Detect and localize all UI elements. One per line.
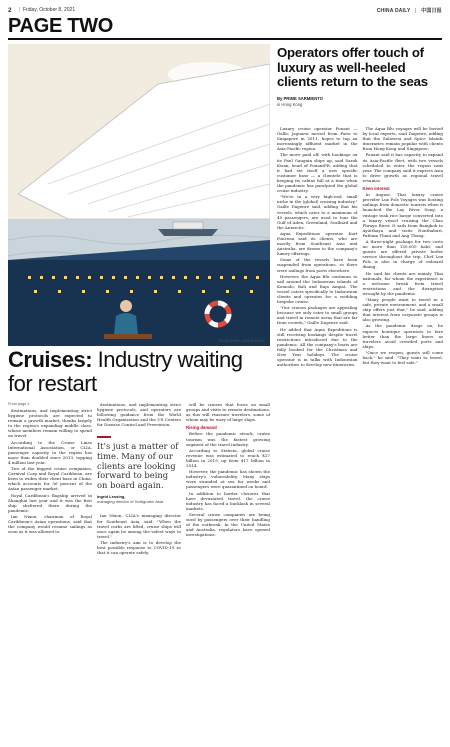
issue-date: Friday, October 8, 2021 bbox=[22, 7, 76, 13]
paragraph: Several cruise companies are being sued by passengers over their handling of the outbreak. In the United States and Australia, regulators have opened investigations. bbox=[186, 511, 270, 538]
paragraph: Aqua Expeditions operator Kurt Ponceau said its clients, who are mostly from Southeast Asia and Australia, are drawn to the company's luxury offerings. bbox=[277, 230, 358, 257]
paragraph: will be cruises that focus on small groups and visits to remote destinations, as this will reassure travelers, some of whom may be wary of large ships. bbox=[186, 402, 270, 423]
paragraph: According to the Cruise Lines International Association, or CLIA, passenger capacity in the region has more than doubled since 2013, topping 4 million last year. bbox=[8, 439, 92, 465]
main-headline bbox=[8, 348, 270, 396]
main-story-body bbox=[8, 402, 270, 742]
pull-quote-text: It's just a matter of time. Many of our clients are looking forward to being on board again. bbox=[97, 436, 181, 490]
paragraph: The industry's aim is to develop the best possible response to COVID-19 so that it can operate safely. bbox=[97, 539, 181, 556]
paragraph: "Once we reopen, guests will come back," he said. "They want to travel, but they want to feel safe." bbox=[362, 349, 443, 366]
paper-name bbox=[377, 7, 442, 14]
paragraph: Ian Nixon, CLIA's managing director for Southeast Asia, said: "When the travel curbs are lifted, cruise ships will once again be among the safest ways to travel." bbox=[97, 513, 181, 539]
paragraph: Ian Nixon, chairman of Royal Caribbean's Asian operations, said that the company would resume sailings as soon as it was allowed to. bbox=[8, 513, 92, 535]
masthead-divider: | bbox=[414, 7, 417, 14]
pull-quote bbox=[97, 433, 181, 507]
paragraph: He said his clients are mainly Thai nationals, for whom the experience is a welcome break from travel restrictions and the disruption wrought by the pandemic. bbox=[362, 270, 443, 296]
paragraph: Some of the vessels have been suspended from operations, so there were sailings from ports elsewhere. bbox=[277, 257, 358, 273]
section-title: PAGE TWO bbox=[8, 15, 114, 37]
subhead: Keen interest bbox=[362, 186, 390, 192]
byline-location: in Hong Kong bbox=[277, 101, 303, 107]
paragraph: The move paid off, with bookings on its Paul Gauguin ships up, said Sarah Kwan, head of PonantPR, adding that it had set itself a new specific customer base — a clientele that is keeping its cabins full at a time when the pandemic has paralyzed the global cruise industry. bbox=[277, 152, 358, 194]
byline bbox=[277, 96, 443, 107]
paragraph: "Many people want to travel in a safe, private environment, and a small ship offers just that," he said, adding that interest from corporate groups is also growing. bbox=[362, 297, 443, 323]
paragraph: destinations, and implementing strict hygiene protocols are expected to remain a growth market, thanks largely to the region's expanding middle class, whose members remain willing to spend on travel. bbox=[8, 408, 92, 439]
secondary-story-header bbox=[277, 46, 443, 107]
paragraph: Before the pandemic struck, cruise tourism was the fastest growing segment of the travel industry. bbox=[186, 431, 270, 447]
paragraph: In August, Thai luxury cruise provider Lux Pols Voyages was hosting sailings from domestic tourists when it launched the Lay River Song, a vintage teak rice barge converted into a luxury vessel cruising the Chao Phraya River. It sails from Bangkok to Ayutthaya and visits Nonthaburi, Pathum Thani and Ang Thong. bbox=[362, 192, 443, 238]
page-number: 2 bbox=[8, 6, 12, 14]
paragraph: Royal Caribbean's flagship arrived in Shanghai last year and it was the first ship sheltered there during the pandemic. bbox=[8, 492, 92, 513]
paragraph: destinations, and implementing strict hygiene protocols, and operators are following guidance from the World Health Organization and the US Centers for Disease Control and Prevention. bbox=[97, 402, 181, 428]
paragraph: "We're in a very high-end, small niche in the (global) cruising industry," Gaille Dagenre said, adding that his vessels, which cater to a maximum of 40 passengers, are used to tour the Gulf of Aden, Greenland, Svalbard and the Antarctic. bbox=[277, 194, 358, 230]
main-story-column bbox=[8, 402, 92, 742]
cruise-illustration bbox=[8, 44, 270, 346]
jump-line: From page 1 bbox=[8, 402, 30, 406]
paragraph: Luxury cruise operator Ponant — Gallic Jaguarsi moved from Paris to Singapore in 2011, hopes to tap an increasingly affluent market in the Asia-Pacific region. bbox=[277, 126, 358, 152]
pull-quote-name: Ingrid Lessing, bbox=[97, 494, 126, 500]
paragraph: He added that Aqua Expeditions is still receiving bookings despite travel restrictions introduced due to the pandemic. All the company's boats are fully booked for the Christmas and New Year holidays. The cruise operator is in talks with Indonesian authorities to develop new itineraries. bbox=[277, 326, 358, 368]
paragraph: "Our cruises packages are appealing because we only cater to small groups and travel in remote areas that are far from crowds," Gaille Dagenre said. bbox=[277, 305, 358, 326]
headline-rest: Industry waiting for restart bbox=[8, 347, 243, 396]
paper-name-chinese: 中国日报 bbox=[421, 7, 442, 14]
secondary-story-column bbox=[363, 126, 444, 742]
paragraph: According to Statista, global cruise revenue was estimated to reach $27 billion in 2019, up from $17 billion in 2014. bbox=[186, 447, 270, 469]
main-story-column bbox=[186, 402, 270, 742]
secondary-story-column bbox=[277, 126, 358, 742]
section-rule bbox=[8, 38, 442, 40]
paragraph: However, the pandemic has shown the industry's vulnerability. Many ships were stranded at sea for weeks and passengers were quarantined on board. bbox=[186, 469, 270, 490]
paragraph: However, the Aqua Blu continues to sail around the Indonesian islands of Komodo, Bali and Raja Ampat. The vessel caters specifically to Indonesian clients and operates for a wedding bespoke cruise. bbox=[277, 273, 358, 305]
paragraph: Ponant said it has capacity to expand its Asia-Pacific fleet, with two vessels scheduled to enter the region next year. The company said it expects Asia to drive growth as regional travel resumes. bbox=[362, 152, 443, 183]
paper-name-latin: CHINA DAILY bbox=[376, 7, 411, 14]
pull-quote-title: managing director of Hurtigruten Asia bbox=[97, 499, 164, 505]
secondary-story-body bbox=[277, 126, 443, 742]
headline-keyword: Cruises: bbox=[8, 347, 93, 372]
byline-name: By PRIME SARMIENTO bbox=[277, 95, 323, 101]
paragraph: Two of the biggest cruise companies, Carnival Corp and Royal Caribbean, are keen to widen their client base in China, which accounts for 56 percent of the Asian passenger market. bbox=[8, 466, 92, 492]
paragraph: The Aqua Blu voyages will be hosted by local experts, said Dagenre, adding that the Sulawesi and Spice Islands itineraries remain popular with clients from Hong Kong and Singapore. bbox=[362, 126, 443, 152]
main-story-column bbox=[97, 402, 181, 742]
secondary-headline: Operators offer touch of luxury as well-heeled clients return to the seas bbox=[277, 45, 428, 90]
paragraph: A three-night package for two costs no more than 150,000 baht, and guests are offered private butler service throughout the trip. Chef Lux Pols is also in charge of onboard dining. bbox=[362, 238, 443, 270]
pull-quote-attribution bbox=[97, 494, 181, 504]
masthead-divider: | bbox=[18, 7, 20, 13]
paragraph: As the pandemic drags on, he expects boutique operators to fare better than the large liners as travelers avoid crowded ports and ships. bbox=[362, 323, 443, 349]
subhead: Rising demand bbox=[186, 425, 217, 431]
paragraph: In addition to border closures that have devastated travel, the cruise industry has faced a backlash in several markets. bbox=[186, 490, 270, 511]
illustration-credit: SONG CHEN / CHINA DAILY bbox=[218, 339, 265, 343]
